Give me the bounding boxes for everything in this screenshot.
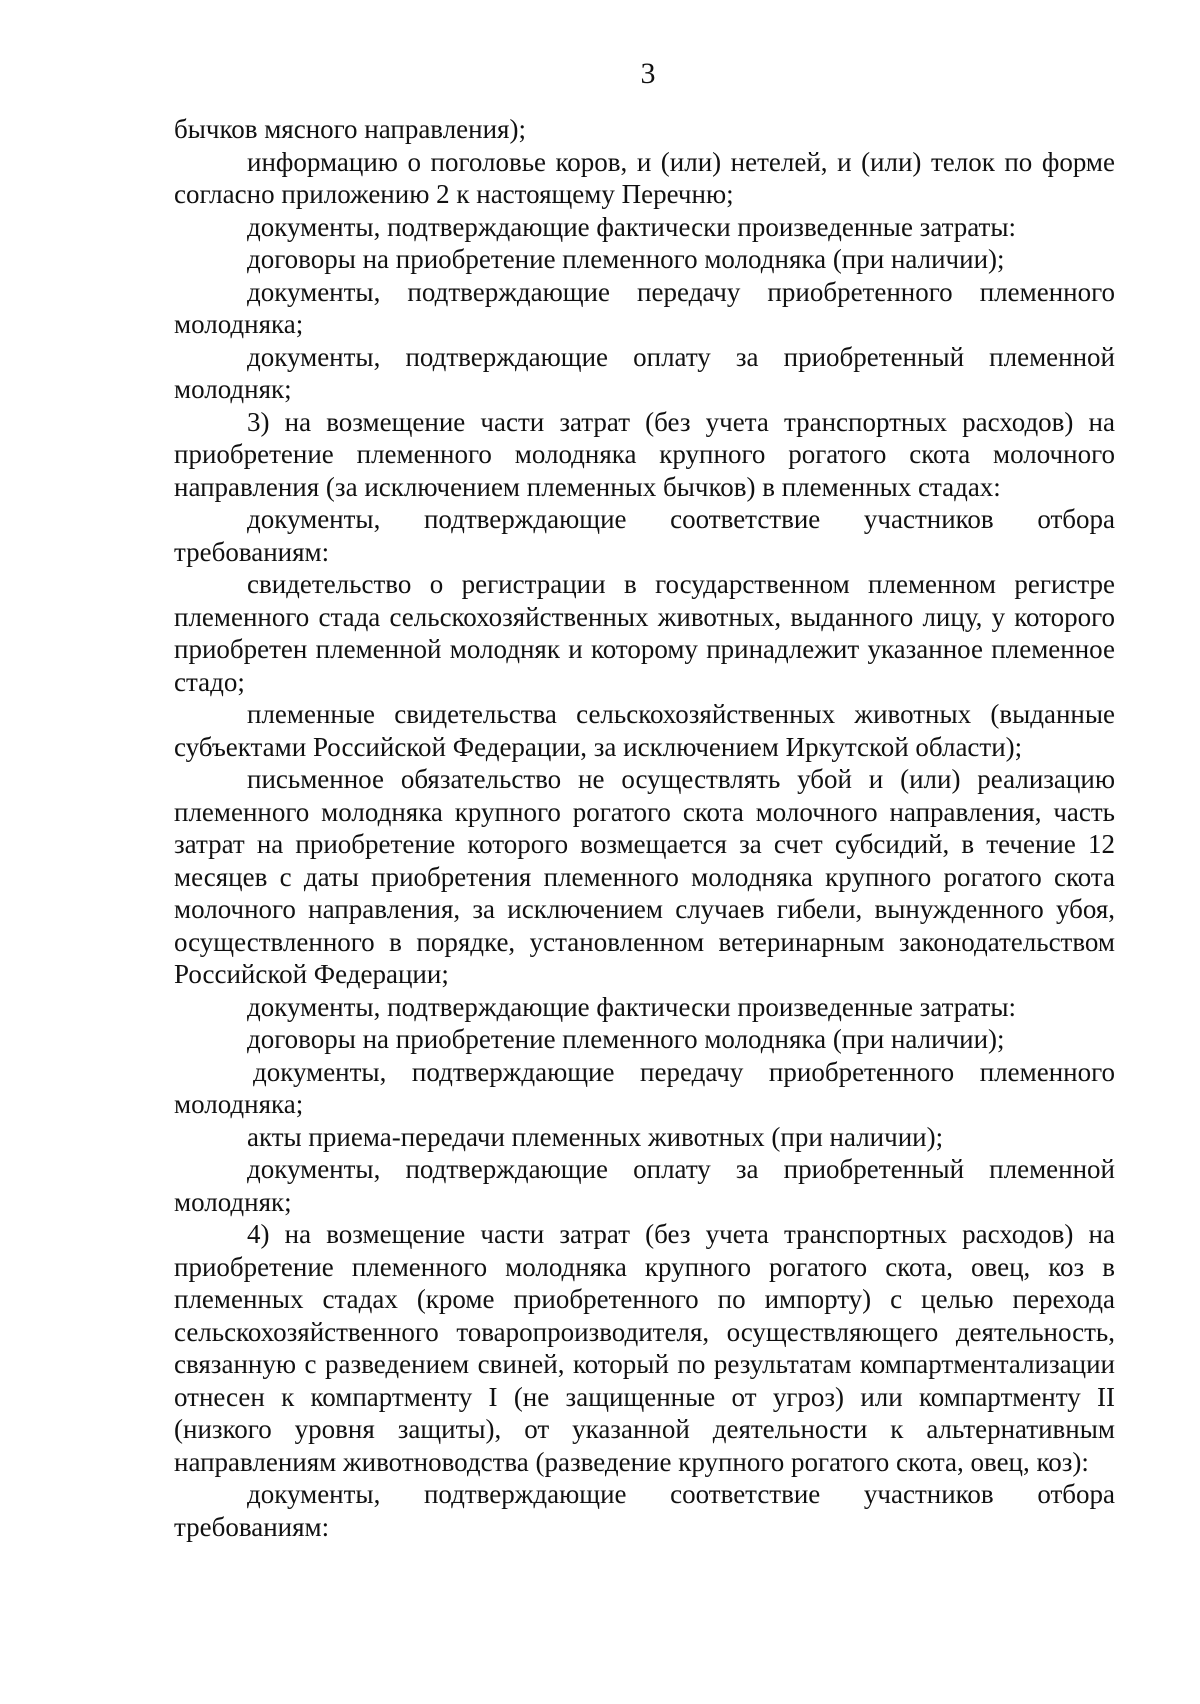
document-body	[174, 113, 1115, 1543]
paragraph-compliance-documents-2: документы, подтверждающие соответствие участников отбора требованиям:	[174, 1479, 1115, 1542]
paragraph-compliance-documents: документы, подтверждающие соответствие участников отбора требованиям:	[174, 504, 1115, 567]
paragraph-item-4: 4) на возмещение части затрат (без учета транспортных расходов) на приобретение племенного молодняка крупного рогатого скота, овец, коз в племенных стадах (кроме приобретенного по импорту) с целью перехода сельскохозяйственного товаропроизводителя, осуществляющего деятельность, связанную с разведением свиней, который по результатам компартментализации отнесен к компартменту I (не защищенные от угроз) или компартменту II (низкого уровня защиты), от указанной деятельности к альтернативным направлениям животноводства (разведение крупного рогатого скота, овец, коз):	[174, 1219, 1115, 1477]
paragraph-cost-documents: документы, подтверждающие фактически произведенные затраты:	[247, 211, 1016, 242]
paragraph-purchase-contracts: договоры на приобретение племенного молодняка (при наличии);	[247, 244, 1005, 274]
paragraph-continuation: бычков мясного направления);	[174, 114, 526, 144]
paragraph-written-obligation: письменное обязательство не осуществлять убой и (или) реализацию племенного молодняка крупного рогатого скота молочного направления, часть затрат на приобретение которого возмещается за счет субсидий, в течение 12 месяцев с даты приобретения племенного молодняка крупного рогатого скота молочного направления, за исключением случаев гибели, вынужденного убоя, осуществленного в порядке, установленном ветеринарным законодательством Российской Федерации;	[174, 764, 1115, 989]
paragraph-item-3: 3) на возмещение части затрат (без учета транспортных расходов) на приобретение племенного молодняка крупного рогатого скота молочного направления (за исключением племенных бычков) в племенных стадах:	[174, 406, 1115, 502]
paragraph-transfer-documents-2: документы, подтверждающие передачу приобретенного племенного молодняка;	[174, 1056, 1115, 1119]
paragraph-payment-documents: документы, подтверждающие оплату за приобретенный племенной молодняк;	[174, 341, 1115, 404]
paragraph-transfer-documents: документы, подтверждающие передачу приобретенного племенного молодняка;	[174, 276, 1115, 339]
page-number: 3	[640, 57, 656, 90]
paragraph-breeding-certificates: племенные свидетельства сельскохозяйственных животных (выданные субъектами Российской Федерации, за исключением Иркутской области);	[174, 699, 1115, 762]
paragraph-cost-documents-2: документы, подтверждающие фактически произведенные затраты:	[247, 991, 1016, 1022]
paragraph-acceptance-acts: акты приема-передачи племенных животных (при наличии);	[247, 1121, 944, 1152]
paragraph-payment-documents-2: документы, подтверждающие оплату за приобретенный племенной молодняк;	[174, 1154, 1115, 1217]
paragraph-registration-certificate: свидетельство о регистрации в государственном племенном регистре племенного стада сельскохозяйственных животных, выданного лицу, у которого приобретен племенной молодняк и которому принадлежит указанное племенное стадо;	[174, 569, 1115, 697]
paragraph-herd-info: информацию о поголовье коров, и (или) нетелей, и (или) телок по форме согласно приложению 2 к настоящему Перечню;	[174, 146, 1115, 209]
paragraph-purchase-contracts-2: договоры на приобретение племенного молодняка (при наличии);	[247, 1024, 1005, 1054]
